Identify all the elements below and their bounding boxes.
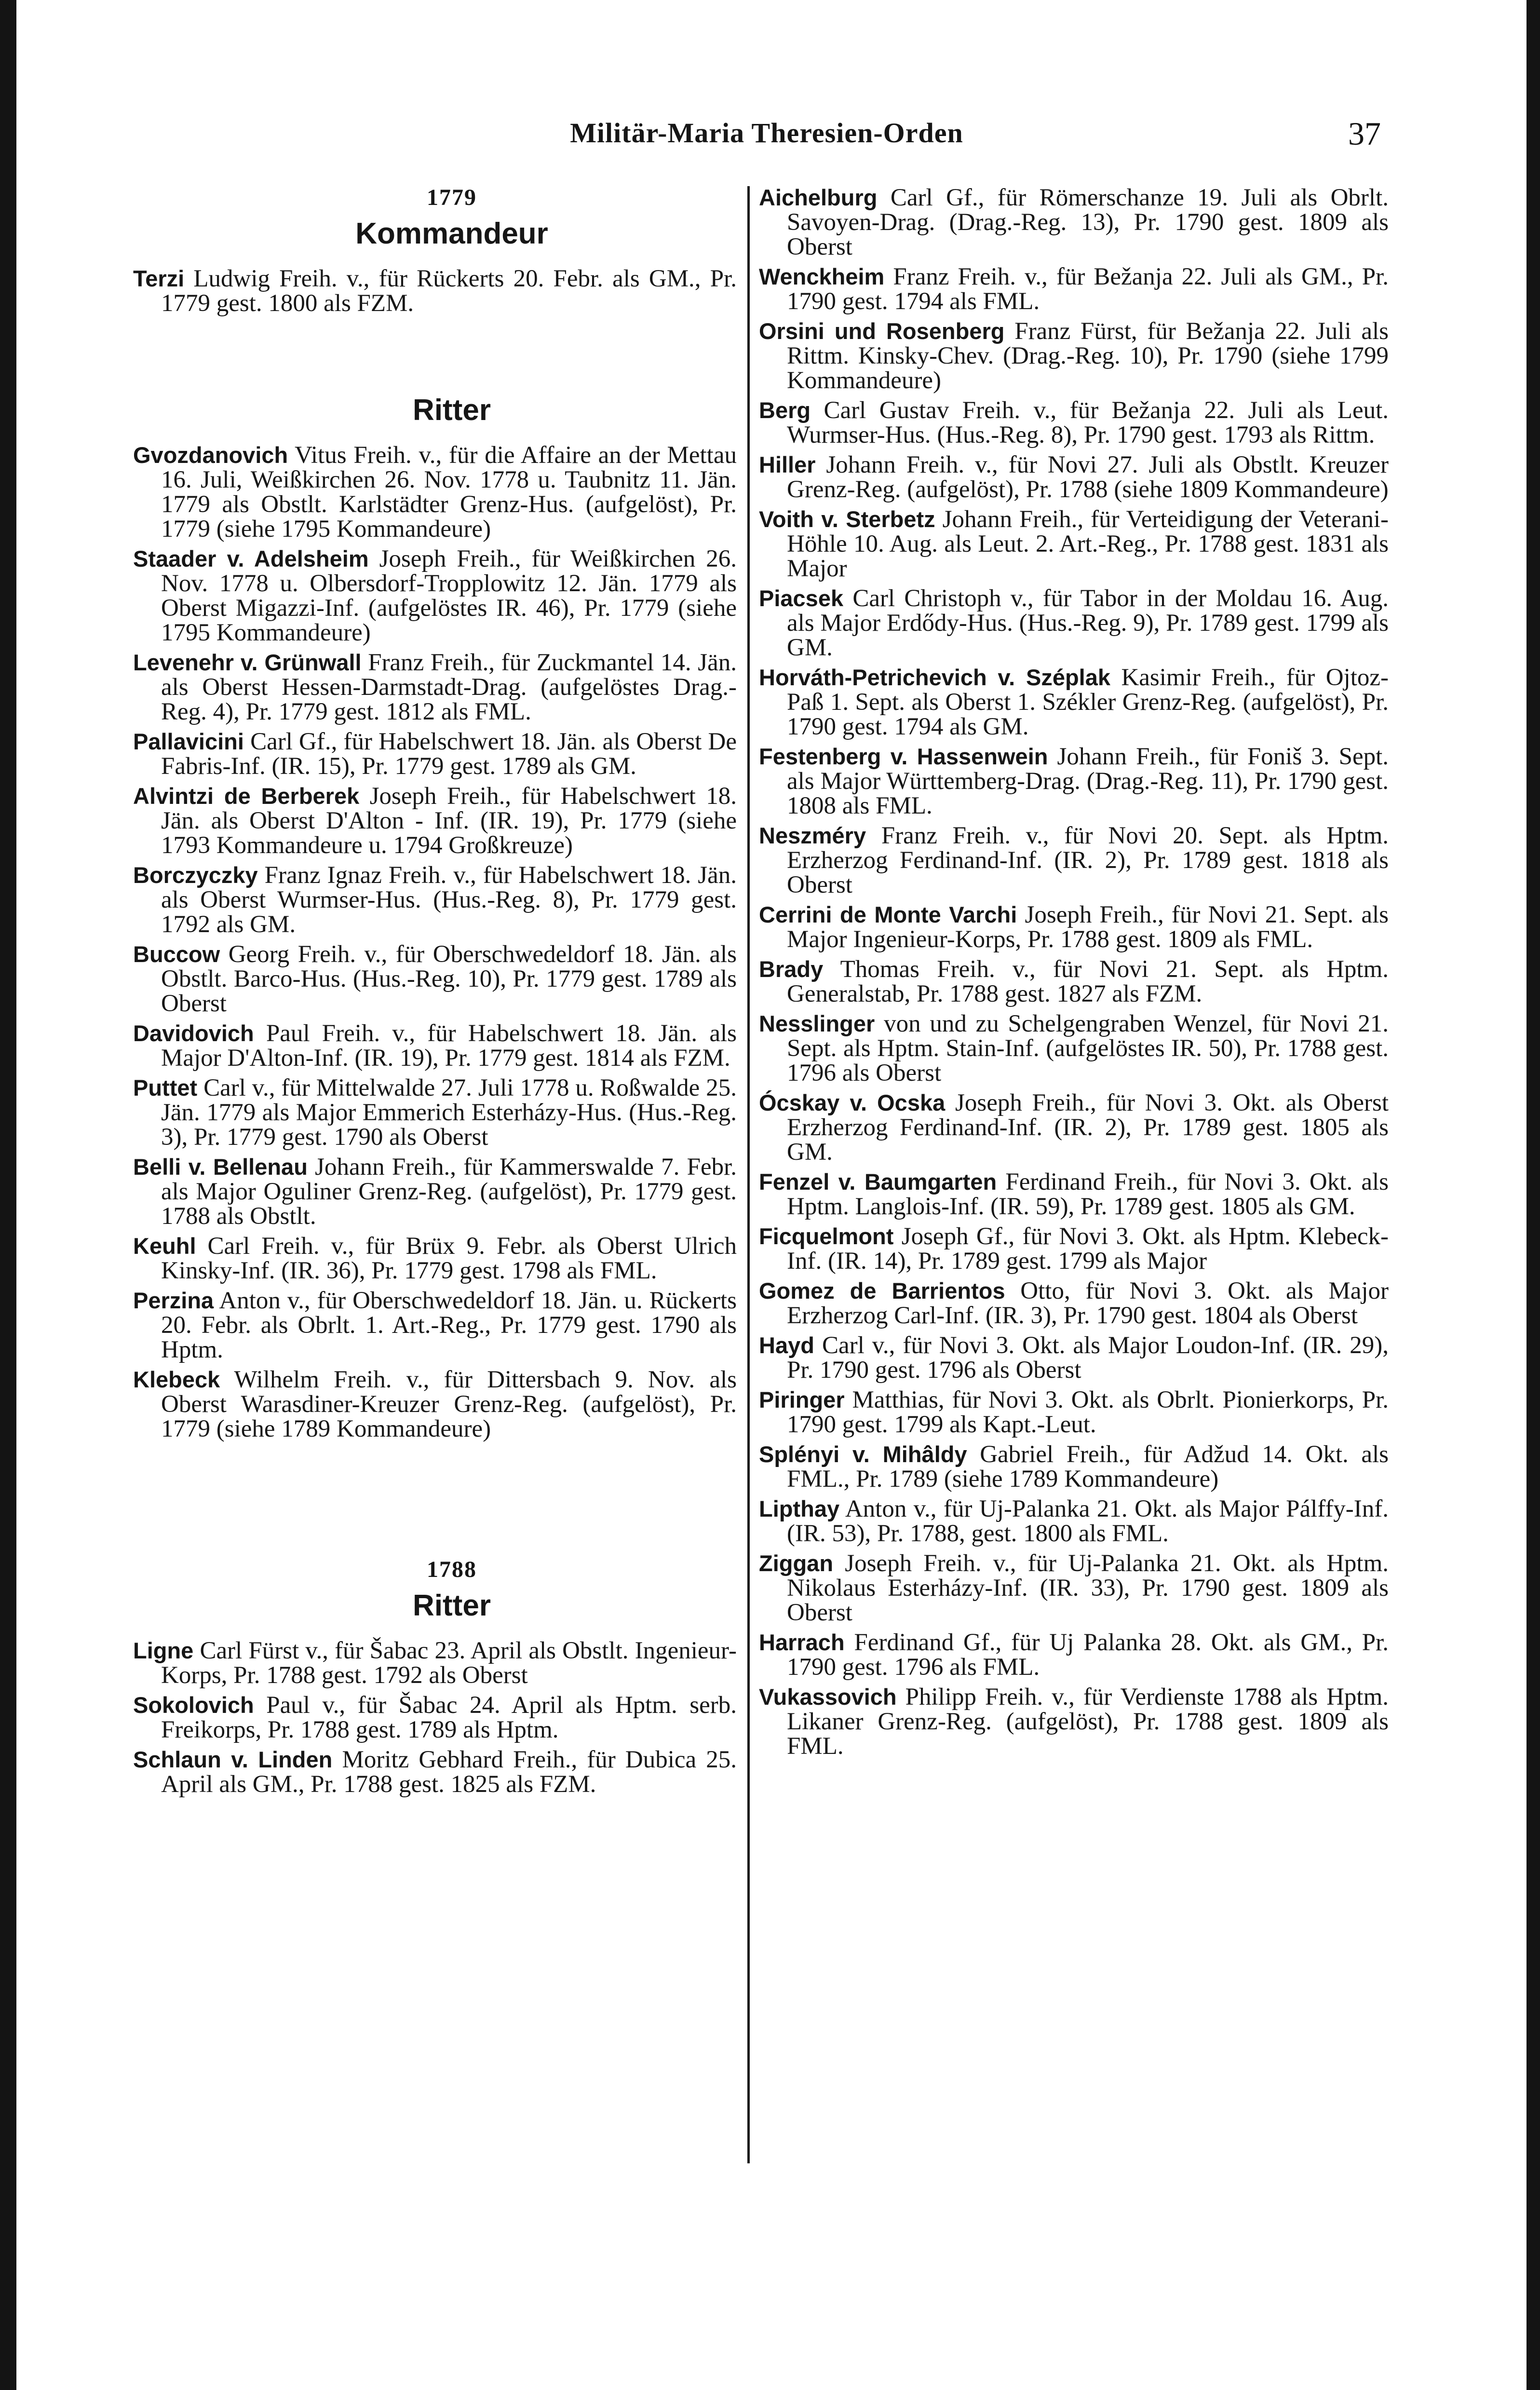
entry <box>759 823 1389 897</box>
entry-name: Klebeck <box>133 1367 220 1392</box>
entry-name: Brady <box>759 956 824 982</box>
entry-text: Kasimir Freih., für Ojtoz-Paß 1. Sept. als Oberst 1. Székler Grenz-Reg. (aufgelöst), Pr. 1790 gest. 1794 als GM. <box>787 664 1389 740</box>
entry-text: Joseph Freih., für Novi 3. Okt. als Oberst Erzherzog Ferdinand-Inf. (IR. 2), Pr. 1789 gest. 1805 als GM. <box>787 1089 1389 1166</box>
entry-name: Gomez de Barrientos <box>759 1278 1005 1304</box>
entry <box>133 266 737 316</box>
entry-text: Franz Freih., für Zuckmantel 14. Jän. als Oberst Hessen-Darmstadt-Drag. (aufgelöstes Drag.-Reg. 4), Pr. 1779 gest. 1812 als FML. <box>161 649 737 725</box>
entry <box>133 1638 737 1688</box>
ritter-heading-1788: Ritter <box>413 1589 491 1622</box>
entry-text: Franz Fürst, für Bežanja 22. Juli als Rittm. Kinsky-Chev. (Drag.-Reg. 10), Pr. 1790 (siehe 1799 Kommandeure) <box>787 318 1389 394</box>
entry-name: Staader v. Adelsheim <box>133 546 369 571</box>
entry-text: Vitus Freih. v., für die Affaire an der Mettau 16. Juli, Weißkirchen 26. Nov. 1778 u. Taubnitz 11. Jän. 1779 als Obstlt. Karlstädter Grenz-Hus. (aufgelöst), Pr. 1779 (siehe 1795 Kommandeure) <box>161 442 737 543</box>
entry <box>133 1747 737 1797</box>
entry <box>133 1288 737 1362</box>
entry-text: Anton v., für Uj-Palanka 21. Okt. als Major Pálffy-Inf. (IR. 53), Pr. 1788, gest. 1800 als FML. <box>787 1495 1389 1547</box>
entry <box>133 784 737 858</box>
column-divider <box>747 186 750 2163</box>
entry-name: Piacsek <box>759 585 844 611</box>
entry-name: Ligne <box>133 1638 194 1663</box>
entry <box>759 185 1389 259</box>
entry <box>759 1387 1389 1437</box>
entry-name: Splényi v. Mihâldy <box>759 1441 967 1467</box>
entry-name: Terzi <box>133 266 185 291</box>
entry <box>759 1278 1389 1328</box>
entry-text: Carl Gustav Freih. v., für Bežanja 22. Juli als Leut. Wurmser-Hus. (Hus.-Reg. 8), Pr. 1790 gest. 1793 als Rittm. <box>787 397 1389 448</box>
entry-name: Levenehr v. Grünwall <box>133 650 362 675</box>
entry-name: Fenzel v. Baumgarten <box>759 1169 997 1195</box>
entry-text: von und zu Schelgengraben Wenzel, für Novi 21. Sept. als Hptm. Stain-Inf. (aufgelöstes IR. 50), Pr. 1788 gest. 1796 als Oberst <box>787 1010 1389 1086</box>
entry-name: Wenckheim <box>759 264 885 289</box>
entry-name: Hiller <box>759 452 816 477</box>
entry-text: Wilhelm Freih. v., für Dittersbach 9. Nov. als Oberst Warasdiner-Kreuzer Grenz-Reg. (aufgelöst), Pr. 1779 (siehe 1789 Kommandeure) <box>161 1366 737 1442</box>
entry-name: Piringer <box>759 1387 845 1412</box>
entry-text: Matthias, für Novi 3. Okt. als Obrlt. Pionierkorps, Pr. 1790 gest. 1799 als Kapt.-Leut. <box>787 1386 1389 1438</box>
entry-name: Keuhl <box>133 1233 196 1259</box>
entry-text: Paul Freih. v., für Habelschwert 18. Jän. als Major D'Alton-Inf. (IR. 19), Pr. 1779 gest. 1814 als FZM. <box>161 1020 737 1072</box>
entry <box>759 1090 1389 1165</box>
entry <box>133 1021 737 1071</box>
running-head: Militär-Maria Theresien-Orden <box>570 117 963 149</box>
page-number: 37 <box>1348 115 1381 152</box>
entry <box>759 507 1389 581</box>
entry <box>759 398 1389 448</box>
entry-text: Anton v., für Oberschwedeldorf 18. Jän. u. Rückerts 20. Febr. als Obrlt. 1. Art.-Reg., Pr. 1779 gest. 1790 als Hptm. <box>161 1287 737 1363</box>
entry <box>759 1224 1389 1274</box>
entry-name: Lipthay <box>759 1496 840 1521</box>
entry-text: Franz Ignaz Freih. v., für Habelschwert 18. Jän. als Oberst Wurmser-Hus. (Hus.-Reg. 8), Pr. 1779 gest. 1792 als GM. <box>161 862 737 938</box>
entry-text: Johann Freih., für Verteidigung der Veterani-Höhle 10. Aug. als Leut. 2. Art.-Reg., Pr. 1788 gest. 1831 als Major <box>787 506 1389 582</box>
entry-name: Neszméry <box>759 823 866 848</box>
entry <box>133 1693 737 1742</box>
entry <box>133 863 737 937</box>
entry <box>759 586 1389 660</box>
entry <box>759 744 1389 818</box>
entry-name: Puttet <box>133 1075 198 1100</box>
entry-name: Hayd <box>759 1332 814 1358</box>
entry <box>759 1551 1389 1625</box>
entry <box>759 1333 1389 1383</box>
entry-text: Carl Fürst v., für Šabac 23. April als Obstlt. Ingenieur-Korps, Pr. 1788 gest. 1792 als Oberst <box>161 1637 737 1689</box>
entry-text: Carl v., für Mittelwalde 27. Juli 1778 u. Roßwalde 25. Jän. 1779 als Major Emmerich Esterházy-Hus. (Hus.-Reg. 3), Pr. 1779 gest. 1790 als Oberst <box>161 1074 737 1151</box>
entry-text: Johann Freih., für Foniš 3. Sept. als Major Württemberg-Drag. (Drag.-Reg. 11), Pr. 1790 gest. 1808 als FML. <box>787 743 1389 819</box>
entry <box>759 452 1389 502</box>
entry-text: Otto, für Novi 3. Okt. als Major Erzherzog Carl-Inf. (IR. 3), Pr. 1790 gest. 1804 als Oberst <box>787 1277 1389 1329</box>
entry-text: Carl Gf., für Habelschwert 18. Jän. als Oberst De Fabris-Inf. (IR. 15), Pr. 1779 gest. 1789 als GM. <box>161 728 737 780</box>
entry-text: Carl v., für Novi 3. Okt. als Major Loudon-Inf. (IR. 29), Pr. 1790 gest. 1796 als Oberst <box>787 1332 1389 1384</box>
entry-name: Buccow <box>133 941 220 967</box>
entry-name: Alvintzi de Berberek <box>133 783 360 809</box>
entry-text: Joseph Freih. v., für Uj-Palanka 21. Okt. als Hptm. Nikolaus Esterházy-Inf. (IR. 33), Pr. 1790 gest. 1809 als Oberst <box>787 1550 1389 1626</box>
entry <box>759 665 1389 739</box>
entry <box>759 1684 1389 1759</box>
entry-name: Ziggan <box>759 1550 834 1576</box>
entry <box>759 319 1389 393</box>
entry-name: Pallavicini <box>133 729 244 754</box>
entry <box>759 1011 1389 1086</box>
entry-text: Georg Freih. v., für Oberschwedeldorf 18. Jän. als Obstlt. Barco-Hus. (Hus.-Reg. 10), Pr. 1779 gest. 1789 als Oberst <box>161 941 737 1017</box>
entry-text: Carl Freih. v., für Brüx 9. Febr. als Oberst Ulrich Kinsky-Inf. (IR. 36), Pr. 1779 gest. 1798 als FML. <box>161 1233 737 1284</box>
entry-name: Aichelburg <box>759 185 878 210</box>
entry-name: Horváth-Petrichevich v. Széplak <box>759 665 1110 690</box>
scan-border-left <box>0 0 16 2390</box>
entry-name: Festenberg v. Hassenwein <box>759 744 1048 769</box>
entry-text: Ferdinand Freih., für Novi 3. Okt. als Hptm. Langlois-Inf. (IR. 59), Pr. 1789 gest. 1805 als GM. <box>787 1168 1389 1220</box>
kommandeur-heading: Kommandeur <box>355 217 548 250</box>
entry <box>759 1630 1389 1680</box>
entry-name: Belli v. Bellenau <box>133 1154 308 1180</box>
entry-text: Moritz Gebhard Freih., für Dubica 25. April als GM., Pr. 1788 gest. 1825 als FZM. <box>161 1746 737 1798</box>
entry-text: Joseph Freih., für Weißkirchen 26. Nov. 1778 u. Olbersdorf-Tropplowitz 12. Jän. 1779 als Oberst Migazzi-Inf. (aufgelöstes IR. 46), Pr. 1779 (siehe 1795 Kommandeure) <box>161 545 737 646</box>
entry <box>133 443 737 542</box>
ritter-heading-1779: Ritter <box>413 394 491 427</box>
entry <box>133 546 737 645</box>
entry-name: Perzina <box>133 1288 214 1313</box>
entry-text: Ludwig Freih. v., für Rückerts 20. Febr. als GM., Pr. 1779 gest. 1800 als FZM. <box>161 265 737 317</box>
entry <box>133 942 737 1016</box>
entry-text: Joseph Freih., für Habelschwert 18. Jän. als Oberst D'Alton - Inf. (IR. 19), Pr. 1779 (siehe 1793 Kommandeure u. 1794 Großkreuze) <box>161 783 737 859</box>
entry-name: Vukassovich <box>759 1684 897 1710</box>
year-heading-1779: 1779 <box>427 185 477 210</box>
left-column <box>133 185 737 1802</box>
entry-name: Sokolovich <box>133 1692 254 1718</box>
entry <box>759 1442 1389 1492</box>
entry-text: Gabriel Freih., für Adžud 14. Okt. als FML., Pr. 1789 (siehe 1789 Kommandeure) <box>787 1441 1389 1493</box>
entry-name: Voith v. Sterbetz <box>759 506 935 532</box>
entry-text: Joseph Gf., für Novi 3. Okt. als Hptm. Klebeck-Inf. (IR. 14), Pr. 1789 gest. 1799 als Major <box>787 1223 1389 1275</box>
entry <box>133 1367 737 1441</box>
entry <box>133 1075 737 1150</box>
entry-text: Franz Freih. v., für Bežanja 22. Juli als GM., Pr. 1790 gest. 1794 als FML. <box>787 263 1389 315</box>
entry <box>133 729 737 779</box>
scan-border-right <box>1526 0 1540 2390</box>
entry-name: Ócskay v. Ocska <box>759 1090 946 1115</box>
entry-name: Berg <box>759 397 811 423</box>
entry-text: Ferdinand Gf., für Uj Palanka 28. Okt. als GM., Pr. 1790 gest. 1796 als FML. <box>787 1629 1389 1681</box>
entry-name: Schlaun v. Linden <box>133 1747 333 1772</box>
entry-text: Philipp Freih. v., für Verdienste 1788 als Hptm. Likaner Grenz-Reg. (aufgelöst), Pr. 1788 gest. 1809 als FML. <box>787 1684 1389 1760</box>
entry <box>133 650 737 724</box>
entry <box>133 1234 737 1283</box>
right-column <box>759 185 1389 1764</box>
entry <box>759 957 1389 1006</box>
entry-text: Johann Freih. v., für Novi 27. Juli als Obstlt. Kreuzer Grenz-Reg. (aufgelöst), Pr. 1788 (siehe 1809 Kommandeure) <box>787 451 1389 503</box>
entry-name: Nesslinger <box>759 1011 875 1036</box>
entry-name: Gvozdanovich <box>133 442 288 468</box>
entry-name: Davidovich <box>133 1020 254 1046</box>
entry-text: Johann Freih., für Kammerswalde 7. Febr. als Major Oguliner Grenz-Reg. (aufgelöst), Pr. 1779 gest. 1788 als Obstlt. <box>161 1154 737 1230</box>
entry-text: Paul v., für Šabac 24. April als Hptm. serb. Freikorps, Pr. 1788 gest. 1789 als Hptm. <box>161 1692 737 1743</box>
entry <box>133 1154 737 1229</box>
entry-name: Ficquelmont <box>759 1223 894 1249</box>
entry-text: Franz Freih. v., für Novi 20. Sept. als Hptm. Erzherzog Ferdinand-Inf. (IR. 2), Pr. 1789 gest. 1818 als Oberst <box>787 822 1389 898</box>
entry <box>759 264 1389 314</box>
entry-text: Thomas Freih. v., für Novi 21. Sept. als Hptm. Generalstab, Pr. 1788 gest. 1827 als FZM. <box>787 956 1389 1007</box>
entry-text: Joseph Freih., für Novi 21. Sept. als Major Ingenieur-Korps, Pr. 1788 gest. 1809 als FML. <box>787 901 1389 953</box>
entry-name: Borczyczky <box>133 862 258 888</box>
entry <box>759 1496 1389 1546</box>
entry <box>759 1169 1389 1219</box>
entry-text: Carl Gf., für Römerschanze 19. Juli als Obrlt. Savoyen-Drag. (Drag.-Reg. 13), Pr. 1790 gest. 1809 als Oberst <box>787 184 1389 260</box>
entry-name: Orsini und Rosenberg <box>759 318 1005 344</box>
entry-text: Carl Christoph v., für Tabor in der Moldau 16. Aug. als Major Erdődy-Hus. (Hus.-Reg. 9), Pr. 1789 gest. 1799 als GM. <box>787 585 1389 661</box>
year-heading-1788: 1788 <box>427 1557 477 1582</box>
entry-name: Harrach <box>759 1630 845 1655</box>
entry-name: Cerrini de Monte Varchi <box>759 902 1017 927</box>
entry <box>759 902 1389 952</box>
